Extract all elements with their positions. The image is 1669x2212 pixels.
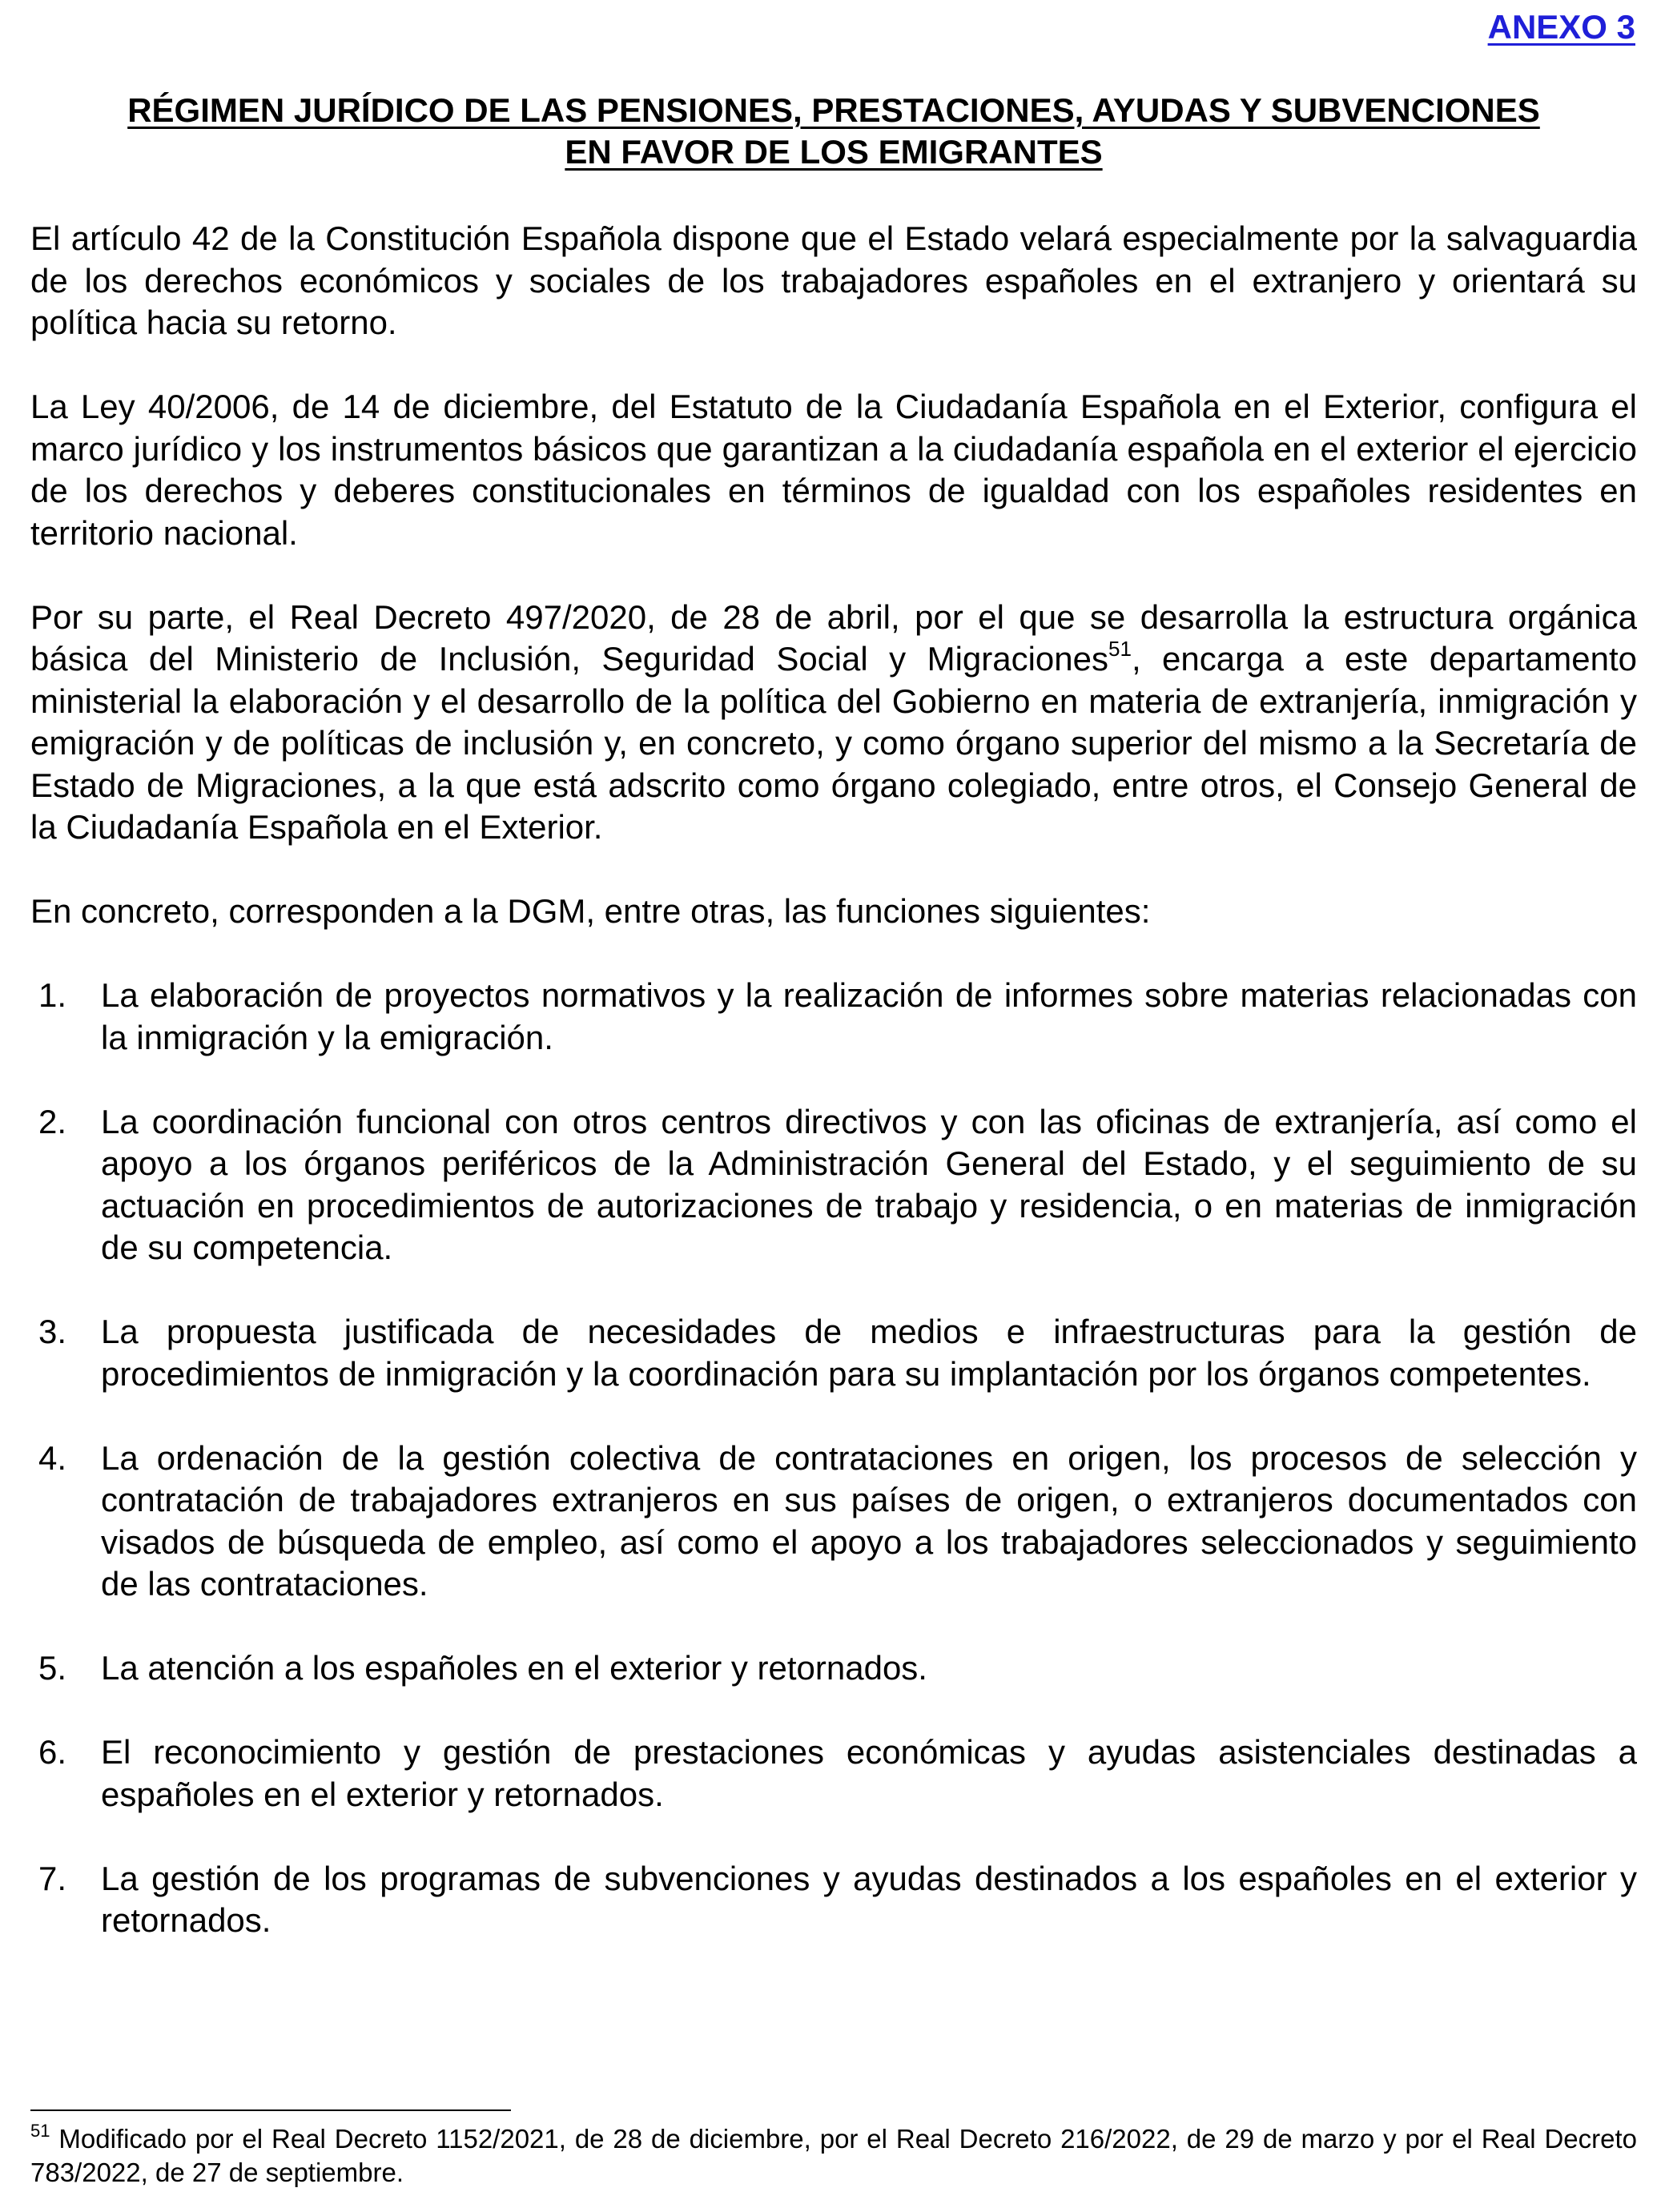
list-item-text: La gestión de los programas de subvenciones y ayudas destinados a los españoles en el exterior y retornados. — [101, 1859, 1637, 1939]
list-item — [30, 1731, 1637, 1816]
list-item-number: 5. — [38, 1649, 67, 1687]
paragraph-constitution: El artículo 42 de la Constitución Española dispone que el Estado velará especialmente por la salvaguardia de los derechos económicos y sociales de los trabajadores españoles en el extranjero y orientará su política hacia su retorno. — [30, 219, 1637, 341]
list-item-text: La propuesta justificada de necesidades de medios e infraestructuras para la gestión de procedimientos de inmigración y la coordinación para su implantación por los órganos competentes. — [101, 1313, 1637, 1393]
list-item-text: La coordinación funcional con otros centros directivos y con las oficinas de extranjería, así como el apoyo a los órganos periféricos de la Administración General del Estado, y el seguimiento de su actuación en procedimientos de autorizaciones de trabajo y residencia, o en materias de inmigración de su competencia. — [101, 1102, 1637, 1266]
list-item-number: 6. — [38, 1733, 67, 1771]
footnote-text: Modificado por el Real Decreto 1152/2021, de 28 de diciembre, por el Real Decreto 216/2022, de 29 de marzo y por el Real Decreto 783/2022, de 27 de septiembre. — [30, 2124, 1637, 2187]
list-item-text: La atención a los españoles en el exterior y retornados. — [101, 1649, 927, 1687]
footnote-number: 51 — [30, 2121, 50, 2141]
paragraph-text-part-2: , encarga a este departamento ministerial la elaboración y el desarrollo de la política del Gobierno en materia de extranjería, inmigración y emigración y de políticas de inclusión y, en concreto, y como órgano superior del mismo a la Secretaría de Estado de Migraciones, a la que está adscrito como órgano colegiado, entre otros, el Consejo General de la Ciudadanía Española en el Exterior. — [30, 640, 1638, 846]
list-item — [30, 1101, 1637, 1269]
list-item — [30, 975, 1637, 1059]
annex-link[interactable]: ANEXO 3 — [1487, 8, 1635, 46]
paragraph-ley-40-2006: La Ley 40/2006, de 14 de diciembre, del Estatuto de la Ciudadanía Española en el Exterior, configura el marco jurídico y los instrumentos básicos que garantizan a la ciudadanía española en el exterior el ejercicio de los derechos y deberes constitucionales en términos de igualdad con los españoles residentes en territorio nacional. — [30, 388, 1637, 552]
paragraph-real-decreto-497-2020 — [30, 597, 1637, 849]
list-item-number: 3. — [38, 1313, 67, 1350]
list-item — [30, 1858, 1637, 1942]
footnote-separator — [30, 2109, 511, 2111]
document-body — [30, 218, 1637, 1984]
title-line-2: EN FAVOR DE LOS EMIGRANTES — [565, 133, 1103, 171]
list-item — [30, 1647, 1637, 1690]
list-item-text: La elaboración de proyectos normativos y la realización de informes sobre materias relacionadas con la inmigración y la emigración. — [101, 976, 1637, 1056]
title-line-1: RÉGIMEN JURÍDICO DE LAS PENSIONES, PRESTACIONES, AYUDAS Y SUBVENCIONES — [127, 91, 1540, 129]
list-item — [30, 1311, 1637, 1395]
functions-list — [30, 975, 1637, 1942]
paragraph-dgm-functions-intro: En concreto, corresponden a la DGM, entre otras, las funciones siguientes: — [30, 892, 1151, 930]
list-item-number: 4. — [38, 1438, 67, 1477]
list-item-text: La ordenación de la gestión colectiva de contrataciones en origen, los procesos de selección y contratación de trabajadores extranjeros en sus países de origen, o extranjeros documentados con visados de búsqueda de empleo, así como el apoyo a los trabajadores seleccionados y seguimiento de las contrataciones. — [101, 1438, 1637, 1603]
footnote — [30, 2122, 1637, 2190]
document-title — [30, 90, 1637, 173]
list-item-number: 1. — [38, 976, 67, 1014]
list-item-number: 7. — [38, 1859, 67, 1897]
list-item-number: 2. — [38, 1102, 67, 1140]
footnote-reference[interactable]: 51 — [1108, 637, 1132, 661]
list-item-text: El reconocimiento y gestión de prestaciones económicas y ayudas asistenciales destinadas a españoles en el exterior y retornados. — [101, 1733, 1637, 1813]
list-item — [30, 1438, 1637, 1606]
paragraph-text-part-1: Por su parte, el Real Decreto 497/2020, de 28 de abril, por el que se desarrolla la estructura orgánica básica del Ministerio de Inclusión, Seguridad Social y Migraciones — [30, 597, 1637, 678]
